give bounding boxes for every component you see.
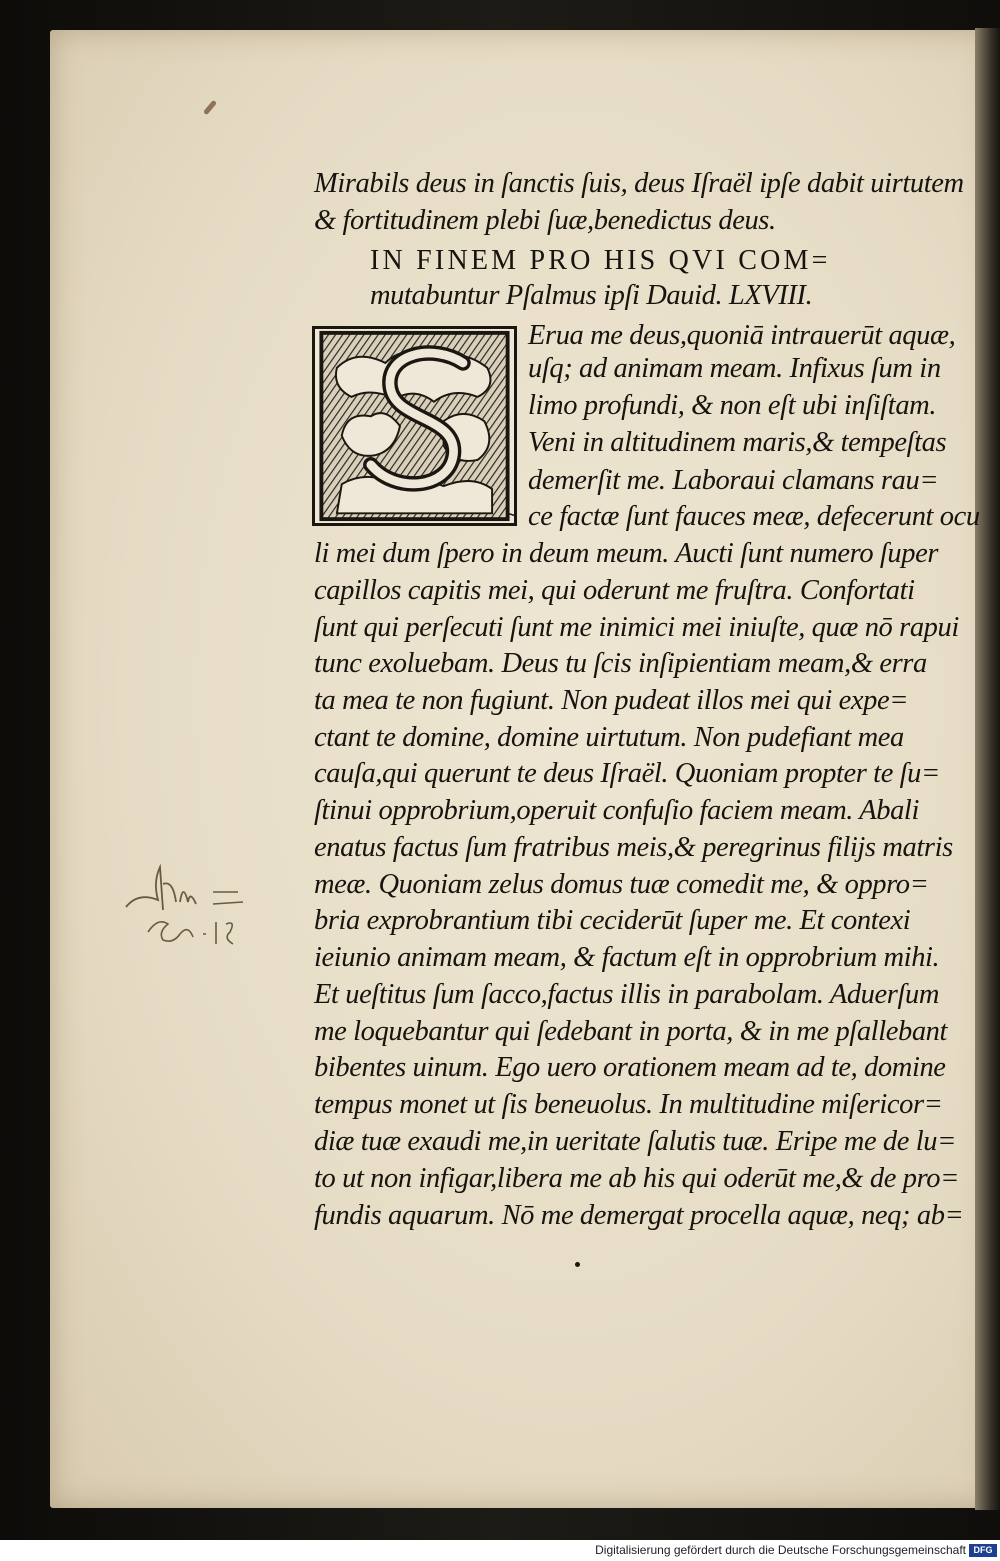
text-line: ſunt qui perſecuti ſunt me inimici mei iniuſte, quæ nō rapui	[314, 612, 959, 643]
footer-credit: Digitalisierung gefördert durch die Deutsche Forschungsgemeinschaft	[595, 1543, 966, 1557]
dfg-logo: DFG	[969, 1544, 997, 1557]
text-line: Veni in altitudinem maris,& tempeſtas	[528, 427, 947, 458]
text-line: me loquebantur qui ſedebant in porta, & in me pſallebant	[314, 1016, 948, 1047]
text-line: Et ueſtitus ſum ſacco,factus illis in parabolam. Aduerſum	[314, 979, 940, 1010]
footer-bar	[0, 1540, 1000, 1561]
psalm-subheading: mutabuntur Pſalmus ipſi Dauid. LXVIII.	[370, 280, 813, 311]
text-line: cauſa,qui querunt te deus Iſraël. Quoniam propter te ſu=	[314, 758, 940, 789]
text-line: meæ. Quoniam zelus domus tuæ comedit me, & oppro=	[314, 869, 929, 900]
text-line: tempus monet ut ſis beneuolus. In multitudine miſericor=	[314, 1089, 943, 1120]
text-line: bria exprobrantium tibi ceciderūt ſuper me. Et contexi	[314, 905, 911, 936]
text-line: Mirabils deus in ſanctis ſuis, deus Iſraël ipſe dabit uirtutem	[314, 168, 964, 199]
text-line: ieiunio animam meam, & factum eſt in opprobrium mihi.	[314, 942, 940, 973]
text-line: & fortitudinem plebi ſuæ,benedictus deus.	[314, 205, 776, 236]
text-line: bibentes uinum. Ego uero orationem meam ad te, domine	[314, 1052, 946, 1083]
handwritten-marginalia	[118, 862, 258, 952]
text-line: capillos capitis mei, qui oderunt me fruſtra. Confortati	[314, 575, 915, 606]
text-line: fundis aquarum. Nō me demergat procella aquæ, neq; ab=	[314, 1200, 964, 1231]
text-line: Erua me deus,quoniā intrauerūt aquæ,	[528, 320, 956, 351]
marginalia-handwriting	[118, 862, 258, 952]
page-dot	[575, 1262, 580, 1267]
text-line: to ut non infigar,libera me ab his qui oderūt me,& de pro=	[314, 1163, 959, 1194]
text-line: ta mea te non fugiunt. Non pudeat illos mei qui expe=	[314, 685, 909, 716]
text-line: li mei dum ſpero in deum meum. Aucti ſunt numero ſuper	[314, 538, 939, 569]
text-line: uſq; ad animam meam. Infixus ſum in	[528, 353, 941, 384]
text-line: ce factæ ſunt fauces meæ, defecerunt ocu	[528, 501, 980, 532]
woodcut-initial-art	[315, 329, 514, 523]
text-line: demerſit me. Laboraui clamans rau=	[528, 465, 939, 496]
text-line: limo profundi, & non eſt ubi inſiſtam.	[528, 390, 937, 421]
text-line: enatus factus ſum fratribus meis,& peregrinus filijs matris	[314, 832, 953, 863]
text-line: tunc exoluebam. Deus tu ſcis inſipientiam meam,& erra	[314, 648, 927, 679]
text-line: ſtinui opprobrium,operuit confuſio faciem meam. Abali	[314, 795, 919, 826]
text-line: diæ tuæ exaudi me,in ueritate ſalutis tuæ. Eripe me de lu=	[314, 1126, 956, 1157]
psalm-heading: IN FINEM PRO HIS QVI COM=	[370, 245, 831, 276]
woodcut-initial	[312, 326, 517, 526]
text-line: ctant te domine, domine uirtutum. Non pudefiant mea	[314, 722, 904, 753]
